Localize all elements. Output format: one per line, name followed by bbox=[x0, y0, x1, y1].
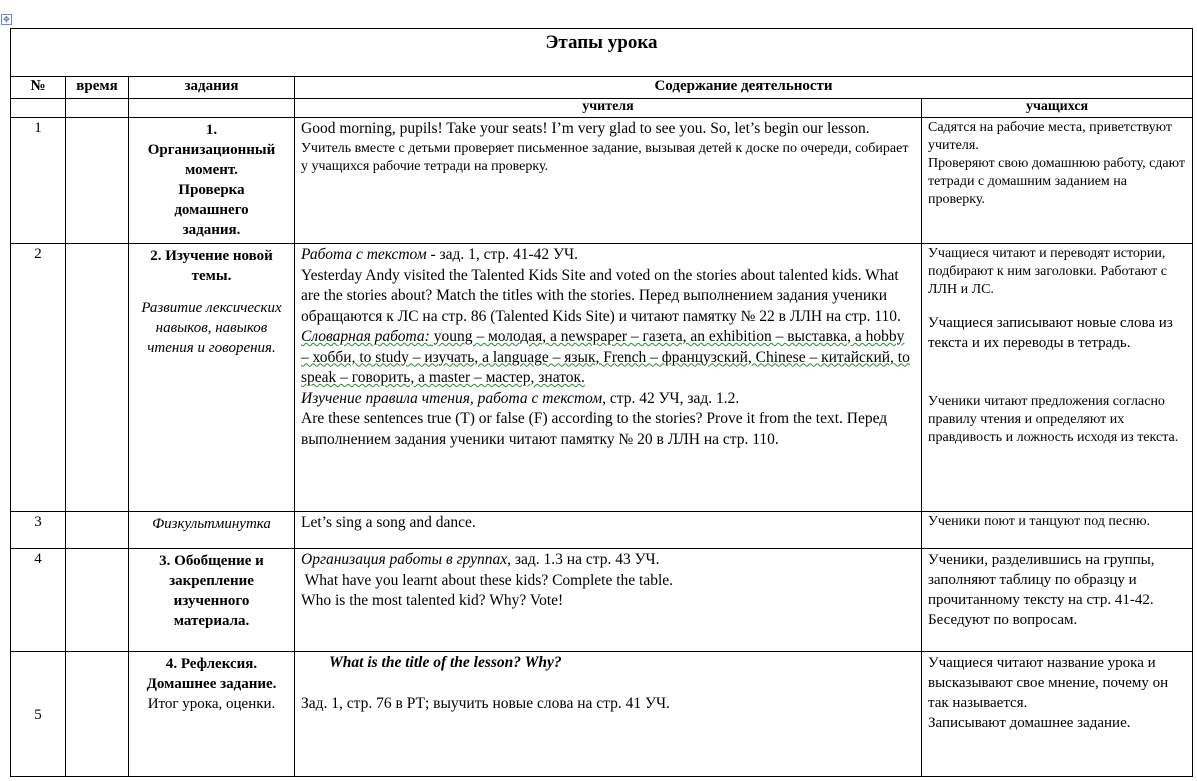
time-cell bbox=[66, 512, 129, 549]
header-pupils: учащихся bbox=[922, 99, 1193, 118]
row-number: 5 bbox=[11, 652, 66, 777]
teacher-cell: Работа с текстом - зад. 1, стр. 41-42 УЧ. Yesterday Andy visited the Talented Kids Site and voted on the stories about talented kids. What are the stories about? Match the titles with the stories. Перед выполнением задания ученики обращаются к ЛС на стр. 86 (Talented Kids Site) и читают памятку № 22 в ЛЛН на стр. 110. Словарная работа: young – молодая, a newspaper – газета, an exhibition – выставка, a hobby – хобби, to study – изучать, a language – язык, French – французский, Chinese – китайский, to speak – говорить, a master – мастер, знаток. Изучение правила чтения, работа с текстом, стр. 42 УЧ, зад. 1.2. Are these sentences true (T) or false (F) according to the stories? Prove it from the text. Перед выполнением задания ученики читают памятку № 20 в ЛЛН на стр. 110. bbox=[295, 244, 922, 512]
time-cell bbox=[66, 118, 129, 244]
table-row bbox=[11, 244, 1193, 512]
header-tasks: задания bbox=[129, 77, 295, 99]
row-number: 1 bbox=[11, 118, 66, 244]
stage-cell: 3. Обобщение и закрепление изученного материала. bbox=[129, 549, 295, 652]
lesson-stages-table bbox=[10, 28, 1193, 777]
pupils-cell: Садятся на рабочие места, приветствуют учителя. Проверяют свою домашнюю работу, сдают тетради с домашним заданием на проверку. bbox=[922, 118, 1193, 244]
stage-cell: Физкультминутка bbox=[129, 512, 295, 549]
row-number: 3 bbox=[11, 512, 66, 549]
teacher-cell: What is the title of the lesson? Why? Зад. 1, стр. 76 в РТ; выучить новые слова на стр. 41 УЧ. bbox=[295, 652, 922, 777]
header-time: время bbox=[66, 77, 129, 99]
pupils-cell: Учащиеся читают и переводят истории, подбирают к ним заголовки. Работают с ЛЛН и ЛС. Учащиеся записывают новые слова из текста и их переводы в тетрадь. Ученики читают предложения согласно правилу чтения и определяют их правдивость и ложность исходя из текста. bbox=[922, 244, 1193, 512]
teacher-cell: Let’s sing a song and dance. bbox=[295, 512, 922, 549]
table-row bbox=[11, 652, 1193, 777]
move-anchor-icon[interactable]: ✥ bbox=[1, 14, 12, 25]
table-row bbox=[11, 549, 1193, 652]
header-num: № bbox=[11, 77, 66, 99]
stage-cell: 1. Организационный момент. Проверка домашнего задания. bbox=[129, 118, 295, 244]
time-cell bbox=[66, 549, 129, 652]
stage-cell: 2. Изучение новой темы. Развитие лексических навыков, навыков чтения и говорения. bbox=[129, 244, 295, 512]
table-title: Этапы урока bbox=[11, 29, 1193, 77]
pupils-cell: Ученики поют и танцуют под песню. bbox=[922, 512, 1193, 549]
pupils-cell: Ученики, разделившись на группы, заполняют таблицу по образцу и прочитанному тексту на стр. 41-42. Беседуют по вопросам. bbox=[922, 549, 1193, 652]
time-cell bbox=[66, 244, 129, 512]
header-content: Содержание деятельности bbox=[295, 77, 1193, 99]
row-number: 2 bbox=[11, 244, 66, 512]
row-number: 4 bbox=[11, 549, 66, 652]
pupils-cell: Учащиеся читают название урока и высказывают свое мнение, почему он так называется. Записывают домашнее задание. bbox=[922, 652, 1193, 777]
table-row bbox=[11, 118, 1193, 244]
stage-cell: 4. Рефлексия. Домашнее задание. Итог урока, оценки. bbox=[129, 652, 295, 777]
header-teacher: учителя bbox=[295, 99, 922, 118]
teacher-cell: Good morning, pupils! Take your seats! I’m very glad to see you. So, let’s begin our lesson. Учитель вместе с детьми проверяет письменное задание, вызывая детей к доске по очереди, собирает у учащихся рабочие тетради на проверку. bbox=[295, 118, 922, 244]
table-row bbox=[11, 512, 1193, 549]
time-cell bbox=[66, 652, 129, 777]
teacher-cell: Организация работы в группах, зад. 1.3 на стр. 43 УЧ. What have you learnt about these kids? Complete the table. Who is the most talented kid? Why? Vote! bbox=[295, 549, 922, 652]
